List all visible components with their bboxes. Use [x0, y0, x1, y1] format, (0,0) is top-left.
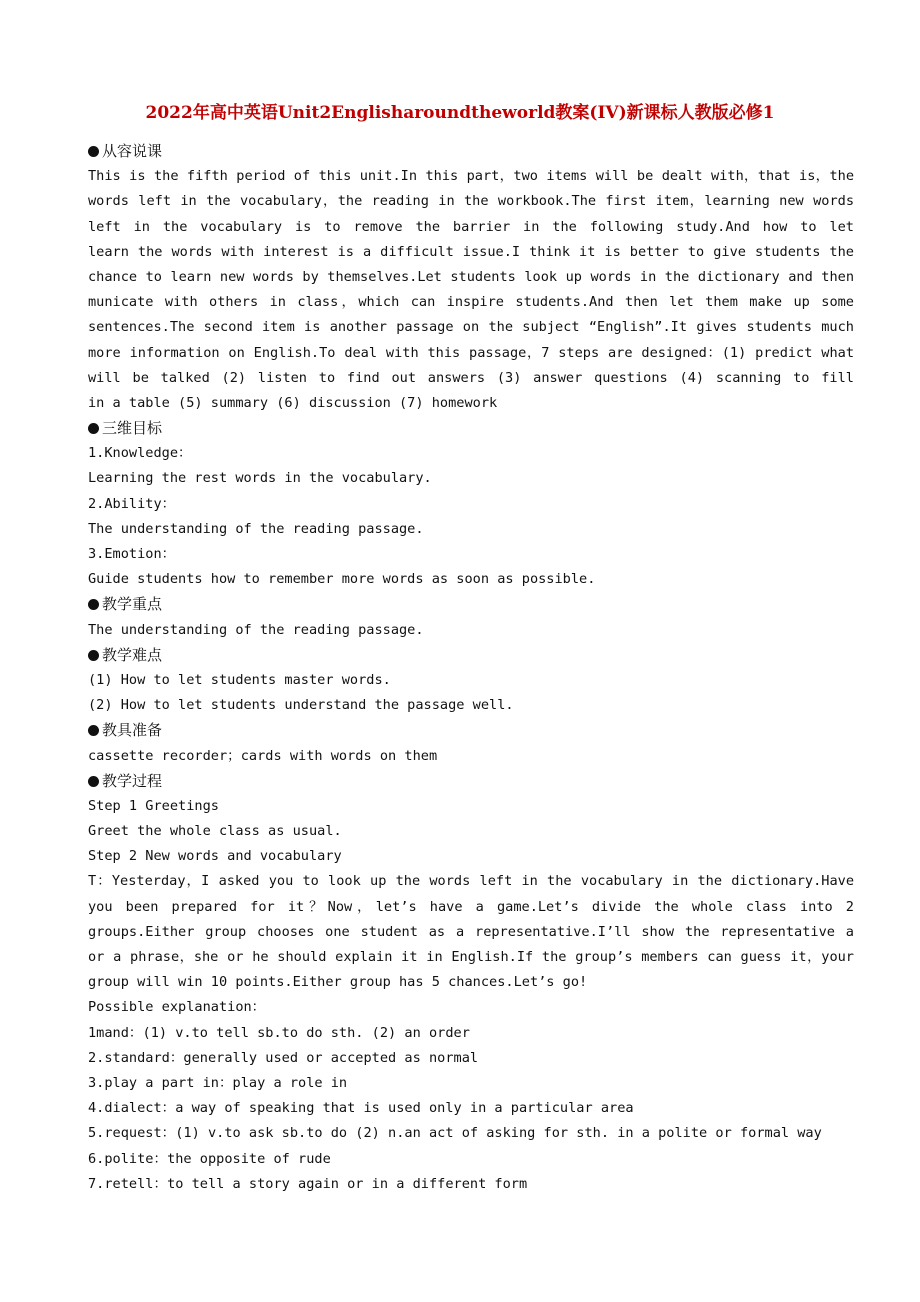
- paragraph-line: 1.Knowledge：: [88, 445, 192, 462]
- section-heading-process: [88, 769, 854, 794]
- paragraph-line: 4.dialect：a way of speaking that is used only in a particular area: [88, 1100, 634, 1117]
- paragraph-line: 1mand：(1) v.to tell sb.to do sth. (2) an order: [88, 1024, 470, 1041]
- paragraph-line: more information on English.To deal with this passage，7 steps are designed：(1) predict what: [88, 344, 854, 361]
- paragraph-line: The understanding of the reading passage.: [88, 520, 424, 537]
- bullet-icon: [88, 776, 99, 787]
- section-heading-difficulties: [88, 643, 854, 668]
- paragraph-line: (1) How to let students master words.: [88, 671, 391, 688]
- document-body: [88, 139, 854, 1197]
- document-title: 2022年高中英语Unit2Englisharoundtheworld教案(IV)新课标人教版必修1: [145, 103, 775, 123]
- paragraph-line: sentences.The second item is another passage on the subject “English”.It gives students much: [88, 319, 854, 336]
- paragraph-line: Possible explanation：: [88, 999, 266, 1016]
- paragraph-line: The understanding of the reading passage.: [88, 621, 424, 638]
- section-heading-goals: [88, 416, 854, 441]
- section-heading-key-points: [88, 592, 854, 617]
- heading-text: 从容说课: [102, 142, 163, 160]
- paragraph-line: will be talked (2) listen to find out answers (3) answer questions (4) scanning to fill: [88, 369, 854, 386]
- paragraph-line: cassette recorder；cards with words on them: [88, 747, 438, 764]
- paragraph-line: Guide students how to remember more words as soon as possible.: [88, 571, 596, 588]
- paragraph-line: municate with others in class，which can inspire students.And then let them make up some: [88, 294, 854, 311]
- paragraph-line: This is the fifth period of this unit.In this part，two items will be dealt with，that is，the: [88, 168, 854, 185]
- heading-text: 教学重点: [102, 595, 163, 614]
- paragraph-line: Learning the rest words in the vocabulary.: [88, 470, 432, 487]
- paragraph-line: learn the words with interest is a difficult issue.I think it is better to give students the: [88, 243, 854, 260]
- paragraph-line: T：Yesterday，I asked you to look up the words left in the vocabulary in the dictionary.Have: [88, 873, 854, 890]
- paragraph-line: left in the vocabulary is to remove the barrier in the following study.And how to let: [88, 218, 854, 235]
- bullet-icon: [88, 146, 99, 157]
- heading-text: 教学难点: [102, 645, 163, 664]
- paragraph-line: 3.play a part in：play a role in: [88, 1074, 348, 1091]
- paragraph-line: or a phrase，she or he should explain it in English.If the group’s members can guess it，your: [88, 949, 854, 965]
- paragraph-line: group will win 10 points.Either group has 5 chances.Let’s go!: [88, 974, 588, 991]
- heading-text: 教学过程: [102, 771, 163, 790]
- paragraph-line: 2.standard：generally used or accepted as normal: [88, 1049, 479, 1066]
- paragraph-line: 2.Ability：: [88, 495, 176, 512]
- paragraph-line: groups.Either group chooses one student as a representative.I’ll show the representative a: [88, 923, 854, 940]
- bullet-icon: [88, 423, 99, 434]
- paragraph-line: Greet the whole class as usual.: [88, 823, 342, 840]
- paragraph-line: chance to learn new words by themselves.Let students look up words in the dictionary and then: [88, 268, 854, 285]
- paragraph-line: you been prepared for it？Now，let’s have a game.Let’s divide the whole class into 2: [88, 898, 854, 915]
- section-heading-intro: [88, 139, 854, 164]
- paragraph-line: 6.polite：the opposite of rude: [88, 1150, 331, 1167]
- paragraph-line: 3.Emotion：: [88, 546, 176, 562]
- bullet-icon: [88, 650, 99, 661]
- paragraph-line: (2) How to let students understand the passage well.: [88, 697, 514, 714]
- heading-text: 教具准备: [102, 721, 163, 740]
- bullet-icon: [88, 725, 99, 736]
- paragraph-line: 5.request：(1) v.to ask sb.to do (2) n.an act of asking for sth. in a polite or formal way: [88, 1125, 822, 1142]
- section-heading-teaching-aids: [88, 718, 854, 743]
- paragraph-line: words left in the vocabulary，the reading in the workbook.The first item，learning new words: [88, 193, 854, 210]
- paragraph-line: in a table (5) summary (6) discussion (7) homework: [88, 394, 498, 411]
- paragraph-line: Step 2 New words and vocabulary: [88, 848, 342, 865]
- heading-text: 三维目标: [102, 419, 163, 438]
- paragraph-line: 7.retell：to tell a story again or in a different form: [88, 1175, 528, 1192]
- paragraph-line: Step 1 Greetings: [88, 797, 219, 814]
- bullet-icon: [88, 599, 99, 610]
